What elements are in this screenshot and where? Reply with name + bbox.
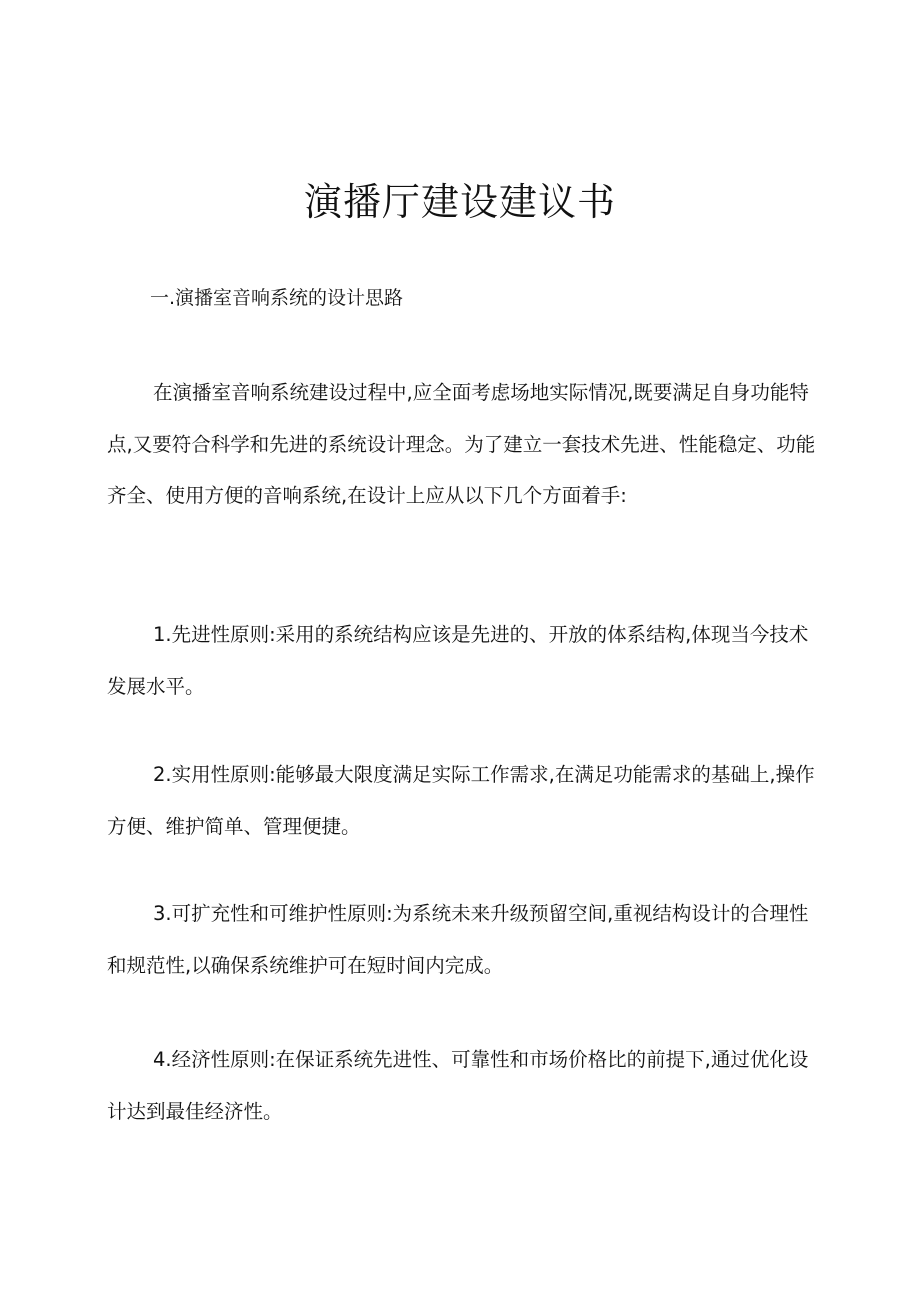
section-heading: 一.演播室音响系统的设计思路 [150, 287, 404, 309]
principle-paragraph-4: 4.经济性原则:在保证系统先进性、可靠性和市场价格比的前提下,通过优化设计达到最佳经济性。 [107, 1048, 809, 1123]
principle-paragraph-2: 2.实用性原则:能够最大限度满足实际工作需求,在满足功能需求的基础上,操作方便、维护简单、管理便捷。 [107, 763, 815, 838]
principle-paragraph-3: 3.可扩充性和可维护性原则:为系统未来升级预留空间,重视结构设计的合理性和规范性,以确保系统维护可在短时间内完成。 [107, 902, 809, 977]
principle-paragraph-1: 1.先进性原则:采用的系统结构应该是先进的、开放的体系结构,体现当今技术发展水平。 [107, 623, 809, 698]
document-title: 演播厅建设建议书 [303, 180, 616, 224]
intro-paragraph: 在演播室音响系统建设过程中,应全面考虑场地实际情况,既要满足自身功能特点,又要符合科学和先进的系统设计理念。为了建立一套技术先进、性能稳定、功能齐全、使用方便的音响系统,在设计上应从以下几个方面着手: [107, 381, 816, 507]
